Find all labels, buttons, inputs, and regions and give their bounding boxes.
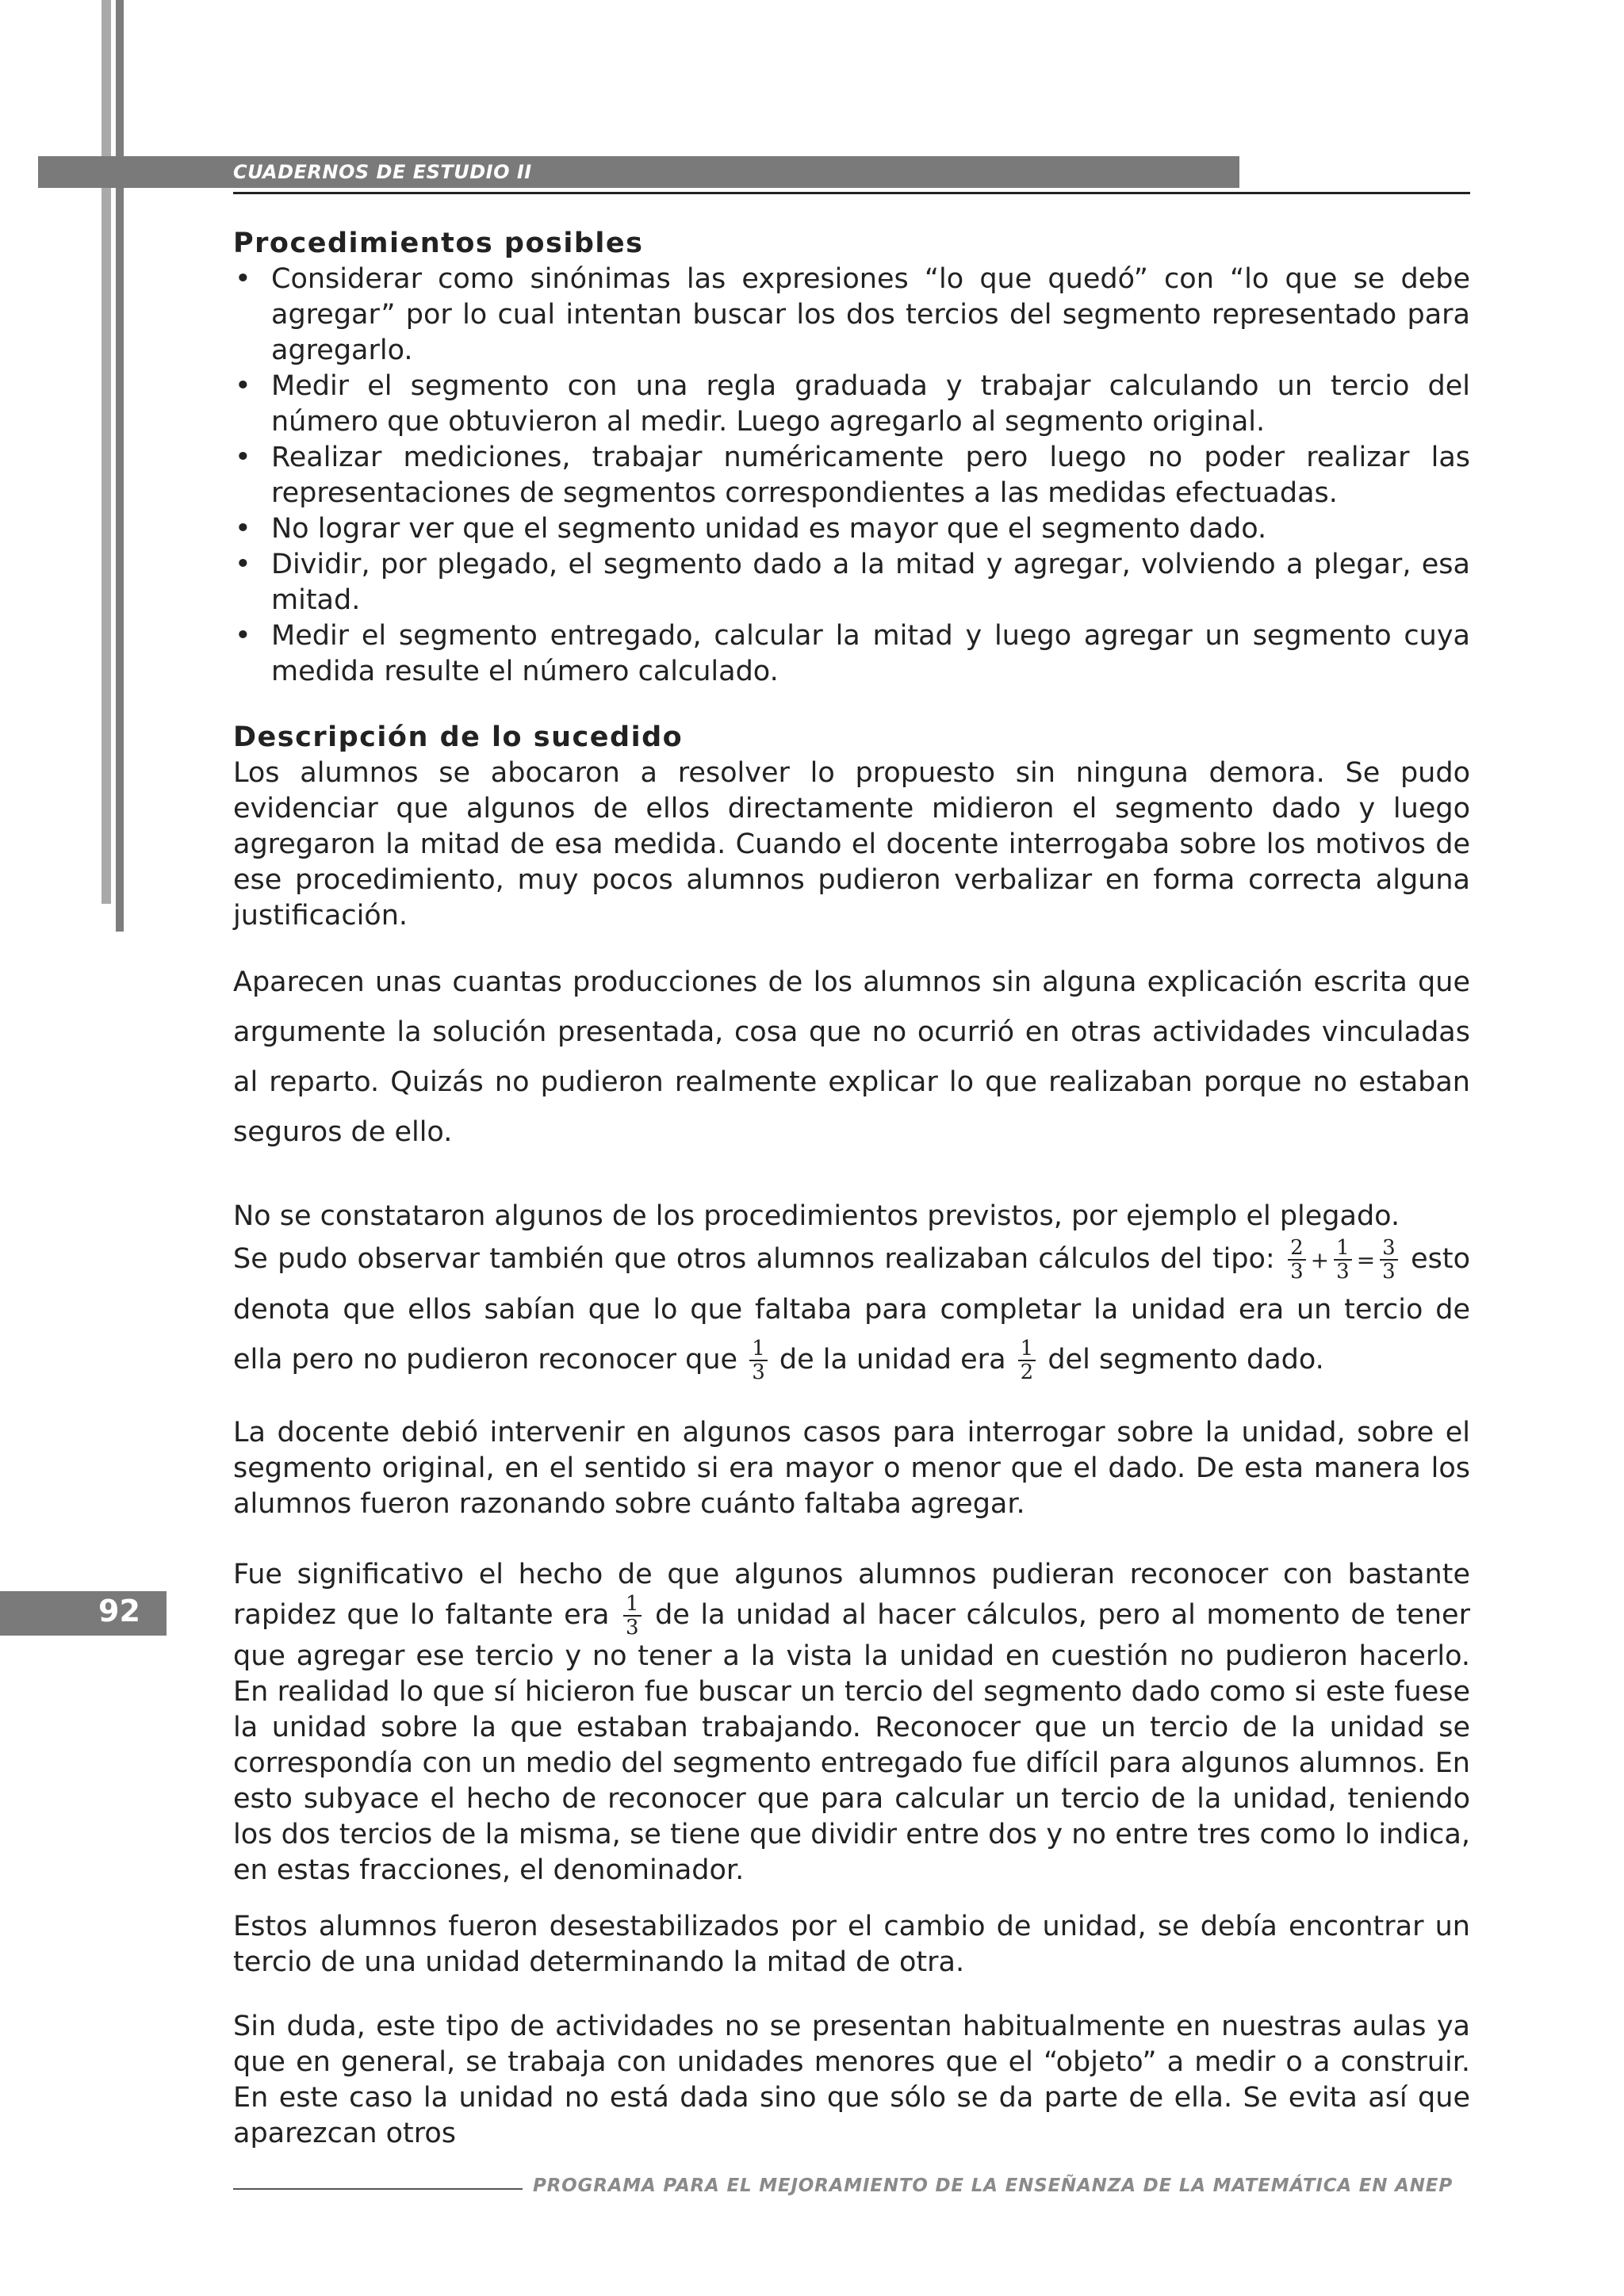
page-number-badge bbox=[0, 1591, 167, 1636]
fraction-denominator: 3 bbox=[626, 1615, 639, 1640]
fraction-numerator: 2 bbox=[1288, 1237, 1306, 1261]
equals-sign: = bbox=[1356, 1246, 1376, 1273]
paragraph-7: Sin duda, este tipo de actividades no se presentan habitualmente en nuestras aulas ya que en general, se trabaja con unidades menores que el “objeto” a medir o a construir. En este caso la unidad no está dada sino que sólo se da parte de ella. Se evita así que aparezcan otros bbox=[233, 2010, 1470, 2149]
decorative-vertical-bar-dark bbox=[116, 0, 124, 932]
paragraph-3-text-end: del segmento dado. bbox=[1048, 1343, 1324, 1376]
procedures-list bbox=[233, 262, 1470, 690]
paragraph-3-line-1: No se constataron algunos de los procedimientos previstos, por ejemplo el plegado. bbox=[233, 1200, 1400, 1232]
fraction-one-third bbox=[623, 1593, 642, 1639]
fraction-one-half bbox=[1018, 1337, 1036, 1383]
paragraph-6: Estos alumnos fueron desestabilizados por el cambio de unidad, se debía encontrar un tercio de una unidad determinando la mitad de otra. bbox=[233, 1910, 1470, 1978]
list-item: • Realizar mediciones, trabajar numéricamente pero luego no poder realizar las representaciones de segmentos correspondientes a las medidas efectuadas. bbox=[233, 440, 1470, 511]
paragraph-5-text-start: Fue significativo el hecho de que algunos alumnos pudieran reconocer con bastante rapidez que lo faltante era bbox=[233, 1558, 1470, 1631]
paragraph-5 bbox=[233, 1557, 1470, 1888]
fraction-one-third bbox=[749, 1337, 768, 1383]
paragraph-3 bbox=[233, 1199, 1470, 1385]
page-number: 92 bbox=[98, 1594, 140, 1628]
footer-text: PROGRAMA PARA EL MEJORAMIENTO DE LA ENSEÑANZA DE LA MATEMÁTICA EN ANEP bbox=[533, 2175, 1453, 2196]
header-band bbox=[38, 156, 1239, 188]
paragraph-3-text-middle: esto denota que ellos sabían que lo que faltaba para completar la unidad era un tercio de ella pero no pudieron reconocer que bbox=[233, 1243, 1470, 1376]
paragraph-3-body bbox=[233, 1234, 1470, 1385]
fraction-numerator: 1 bbox=[623, 1593, 642, 1617]
fraction-numerator: 1 bbox=[749, 1337, 768, 1361]
fraction-one-third bbox=[1334, 1237, 1352, 1283]
decorative-vertical-bar-light bbox=[102, 0, 111, 904]
fraction-numerator: 1 bbox=[1334, 1237, 1352, 1261]
list-item: • Medir el segmento entregado, calcular la mitad y luego agregar un segmento cuya medida resulte el número calculado. bbox=[233, 618, 1470, 690]
section-heading-procedimientos: Procedimientos posibles bbox=[233, 228, 644, 259]
fraction-numerator: 1 bbox=[1018, 1337, 1036, 1361]
header-rule bbox=[233, 192, 1470, 194]
fraction-two-thirds bbox=[1288, 1237, 1306, 1283]
list-item: • No lograr ver que el segmento unidad es mayor que el segmento dado. bbox=[233, 511, 1470, 547]
fraction-denominator: 3 bbox=[1382, 1260, 1396, 1284]
section-heading-descripcion: Descripción de lo sucedido bbox=[233, 721, 684, 753]
footer-rule bbox=[233, 2188, 523, 2190]
fraction-three-thirds bbox=[1380, 1237, 1398, 1283]
paragraph-2: Aparecen unas cuantas producciones de los alumnos sin alguna explicación escrita que argumente la solución presentada, cosa que no ocurrió en otras actividades vinculadas al reparto. Quizás no pudieron realmente explicar lo que realizaban porque no estaban seguros de ello. bbox=[233, 966, 1470, 1148]
list-item: • Considerar como sinónimas las expresiones “lo que quedó” con “lo que se debe agregar” por lo cual intentan buscar los dos tercios del segmento representado para agregarlo. bbox=[233, 262, 1470, 369]
fraction-numerator: 3 bbox=[1380, 1237, 1398, 1261]
fraction-denominator: 3 bbox=[1290, 1260, 1304, 1284]
paragraph-1: Los alumnos se abocaron a resolver lo propuesto sin ninguna demora. Se pudo evidenciar que algunos de ellos directamente midieron el segmento dado y luego agregaron la mitad de esa medida. Cuando el docente interrogaba sobre los motivos de ese procedimiento, muy pocos alumnos pudieron verbalizar en forma correcta alguna justificación. bbox=[233, 757, 1470, 932]
fraction-denominator: 2 bbox=[1020, 1360, 1034, 1384]
list-item: • Dividir, por plegado, el segmento dado a la mitad y agregar, volviendo a plegar, esa mitad. bbox=[233, 547, 1470, 618]
paragraph-3-text-mid: de la unidad era bbox=[779, 1343, 1006, 1376]
fraction-denominator: 3 bbox=[1336, 1260, 1350, 1284]
paragraph-5-text-end: de la unidad al hacer cálculos, pero al momento de tener que agregar ese tercio y no tener a la vista la unidad en cuestión no pudieron hacerlo. En realidad lo que sí hicieron fue buscar un tercio del segmento dado como si este fuese la unidad sobre la que estaban trabajando. Reconocer que un tercio de la unidad se correspondía con un medio del segmento entregado fue difícil para algunos alumnos. En esto subyace el hecho de reconocer que para calcular un tercio de la unidad, teniendo los dos tercios de la misma, se tiene que dividir entre dos y no entre tres como lo indica, en estas fracciones, el denominador. bbox=[233, 1598, 1470, 1886]
running-header-title: CUADERNOS DE ESTUDIO II bbox=[233, 161, 532, 183]
page-content bbox=[233, 226, 1470, 2152]
list-item: • Medir el segmento con una regla graduada y trabajar calculando un tercio del número que obtuvieron al medir. Luego agregarlo al segmento original. bbox=[233, 369, 1470, 440]
plus-sign: + bbox=[1310, 1246, 1330, 1273]
paragraph-4: La docente debió intervenir en algunos casos para interrogar sobre la unidad, sobre el segmento original, en el sentido si era mayor o menor que el dado. De esta manera los alumnos fueron razonando sobre cuánto faltaba agregar. bbox=[233, 1416, 1470, 1520]
paragraph-3-text-start: Se pudo observar también que otros alumnos realizaban cálculos del tipo: bbox=[233, 1243, 1275, 1275]
fraction-denominator: 3 bbox=[752, 1360, 765, 1384]
